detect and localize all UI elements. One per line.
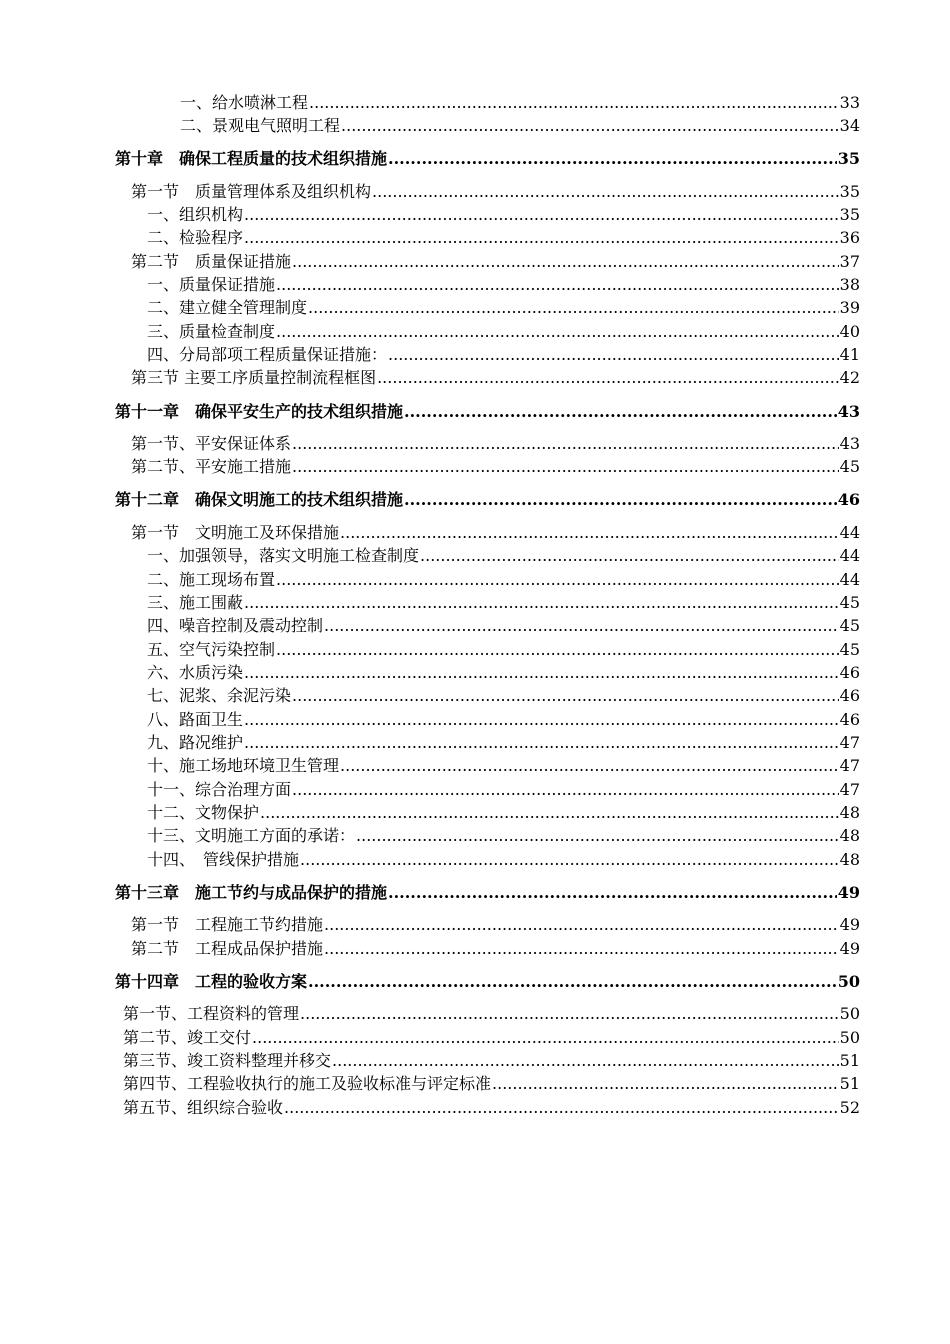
toc-leader bbox=[372, 182, 839, 202]
toc-entry-label: 四、分局部项工程质量保证措施： bbox=[147, 345, 388, 364]
toc-leader bbox=[388, 149, 837, 169]
toc-section bbox=[0, 457, 860, 477]
toc-section bbox=[0, 915, 860, 935]
toc-entry-label: 第二节、竣工交付 bbox=[123, 1028, 252, 1047]
toc-entry-page: 35 bbox=[839, 182, 860, 201]
toc-entry-label: 一、给水喷淋工程 bbox=[180, 93, 309, 112]
toc-section bbox=[0, 434, 860, 454]
toc-leader bbox=[244, 733, 839, 753]
toc-chapter bbox=[0, 490, 860, 510]
toc-section bbox=[0, 1028, 860, 1048]
toc-entry bbox=[0, 593, 860, 613]
toc-leader bbox=[388, 883, 837, 903]
toc-entry-page: 51 bbox=[839, 1051, 860, 1070]
toc-section bbox=[0, 1004, 860, 1024]
toc-section bbox=[0, 368, 860, 388]
toc-leader bbox=[284, 1098, 839, 1118]
toc-entry-label: 二、建立健全管理制度 bbox=[147, 298, 308, 317]
toc-entry-label: 十四、 管线保护措施 bbox=[147, 850, 300, 869]
toc-entry-page: 50 bbox=[839, 1028, 860, 1047]
toc-leader bbox=[341, 116, 839, 136]
toc-leader bbox=[300, 1004, 839, 1024]
toc-leader bbox=[292, 457, 839, 477]
toc-entry-page: 49 bbox=[837, 883, 860, 902]
toc-entry-page: 46 bbox=[839, 663, 860, 682]
toc-leader bbox=[340, 756, 839, 776]
toc-entry-label: 十一、综合治理方面 bbox=[147, 780, 292, 799]
toc-leader bbox=[324, 939, 839, 959]
toc-entry bbox=[0, 663, 860, 683]
toc-entry-label: 九、路况维护 bbox=[147, 733, 244, 752]
toc-entry-page: 52 bbox=[839, 1098, 860, 1117]
toc-entry-page: 49 bbox=[839, 939, 860, 958]
toc-entry-page: 44 bbox=[839, 546, 860, 565]
toc-leader bbox=[276, 570, 839, 590]
toc-entry-page: 39 bbox=[839, 298, 860, 317]
toc-entry-label: 一、组织机构 bbox=[147, 205, 244, 224]
toc-section bbox=[0, 939, 860, 959]
toc-entry-label: 第三节 主要工序质量控制流程框图 bbox=[131, 368, 377, 387]
toc-entry bbox=[0, 826, 860, 846]
toc-entry-page: 46 bbox=[839, 686, 860, 705]
toc-leader bbox=[340, 523, 839, 543]
toc-entry-page: 35 bbox=[837, 149, 860, 168]
toc-leader bbox=[324, 915, 839, 935]
toc-entry-page: 35 bbox=[839, 205, 860, 224]
toc-entry-page: 36 bbox=[839, 228, 860, 247]
toc-entry-label: 六、水质污染 bbox=[147, 663, 244, 682]
toc-leader bbox=[300, 850, 839, 870]
toc-leader bbox=[309, 93, 839, 113]
toc-entry bbox=[0, 733, 860, 753]
toc-entry-page: 48 bbox=[839, 826, 860, 845]
toc-entry-page: 49 bbox=[839, 915, 860, 934]
toc-leader bbox=[244, 228, 839, 248]
toc-leader bbox=[244, 593, 839, 613]
toc-entry bbox=[0, 756, 860, 776]
toc-entry-page: 34 bbox=[839, 116, 860, 135]
toc-leader bbox=[356, 826, 839, 846]
toc-entry-label: 第十一章 确保平安生产的技术组织措施 bbox=[115, 402, 404, 421]
toc-entry bbox=[0, 546, 860, 566]
toc-section bbox=[0, 1074, 860, 1094]
toc-entry-page: 45 bbox=[839, 640, 860, 659]
toc-entry-page: 47 bbox=[839, 733, 860, 752]
toc-entry bbox=[0, 205, 860, 225]
toc-entry bbox=[0, 322, 860, 342]
toc-entry bbox=[0, 686, 860, 706]
toc-entry bbox=[0, 228, 860, 248]
toc-entry bbox=[0, 116, 860, 136]
toc-entry-label: 一、质量保证措施 bbox=[147, 275, 276, 294]
toc-leader bbox=[292, 780, 839, 800]
toc-entry-page: 41 bbox=[839, 345, 860, 364]
toc-entry bbox=[0, 640, 860, 660]
toc-section bbox=[0, 1051, 860, 1071]
toc-entry-label: 五、空气污染控制 bbox=[147, 640, 276, 659]
toc-leader bbox=[308, 298, 839, 318]
toc-entry-page: 46 bbox=[837, 490, 860, 509]
toc-entry-page: 50 bbox=[839, 1004, 860, 1023]
toc-leader bbox=[276, 640, 839, 660]
toc-chapter bbox=[0, 972, 860, 992]
toc-entry-page: 44 bbox=[839, 523, 860, 542]
toc-entry-label: 三、施工围蔽 bbox=[147, 593, 244, 612]
toc-entry-page: 46 bbox=[839, 710, 860, 729]
toc-entry-label: 第十二章 确保文明施工的技术组织措施 bbox=[115, 490, 404, 509]
toc-leader bbox=[492, 1074, 839, 1094]
toc-entry-page: 42 bbox=[839, 368, 860, 387]
toc-entry bbox=[0, 616, 860, 636]
toc-leader bbox=[244, 663, 839, 683]
toc-entry bbox=[0, 803, 860, 823]
toc-entry-page: 40 bbox=[839, 322, 860, 341]
toc-leader bbox=[388, 345, 839, 365]
toc-leader bbox=[244, 710, 839, 730]
toc-entry-page: 45 bbox=[839, 593, 860, 612]
toc-entry-label: 第一节 质量管理体系及组织机构 bbox=[131, 182, 372, 201]
toc-chapter bbox=[0, 883, 860, 903]
toc-entry-label: 第十四章 工程的验收方案 bbox=[115, 972, 308, 991]
toc-entry-label: 十、施工场地环境卫生管理 bbox=[147, 756, 340, 775]
toc-entry-page: 43 bbox=[837, 402, 860, 421]
toc-entry-label: 第十三章 施工节约与成品保护的措施 bbox=[115, 883, 388, 902]
toc-entry-label: 七、泥浆、余泥污染 bbox=[147, 686, 292, 705]
toc-entry-page: 47 bbox=[839, 756, 860, 775]
toc-entry-page: 44 bbox=[839, 570, 860, 589]
toc-entry-page: 33 bbox=[839, 93, 860, 112]
toc-entry-label: 一、加强领导，落实文明施工检查制度 bbox=[147, 546, 420, 565]
toc-entry-label: 二、景观电气照明工程 bbox=[180, 116, 341, 135]
toc-leader bbox=[244, 205, 839, 225]
toc-entry-label: 第一节、工程资料的管理 bbox=[123, 1004, 300, 1023]
toc-entry-label: 第四节、工程验收执行的施工及验收标准与评定标准 bbox=[123, 1074, 492, 1093]
toc-section bbox=[0, 252, 860, 272]
toc-entry bbox=[0, 93, 860, 113]
toc-entry-label: 二、检验程序 bbox=[147, 228, 244, 247]
toc-entry bbox=[0, 780, 860, 800]
toc-entry bbox=[0, 570, 860, 590]
toc-entry-page: 47 bbox=[839, 780, 860, 799]
toc-entry-label: 第一节 文明施工及环保措施 bbox=[131, 523, 340, 542]
toc-section bbox=[0, 523, 860, 543]
toc-entry bbox=[0, 710, 860, 730]
toc-leader bbox=[404, 402, 837, 422]
toc-chapter bbox=[0, 402, 860, 422]
toc-section bbox=[0, 182, 860, 202]
toc-entry-page: 45 bbox=[839, 616, 860, 635]
toc-leader bbox=[260, 803, 839, 823]
toc-entry-page: 45 bbox=[839, 457, 860, 476]
toc-entry-page: 50 bbox=[837, 972, 860, 991]
toc-entry bbox=[0, 298, 860, 318]
toc-entry-label: 第二节 工程成品保护措施 bbox=[131, 939, 324, 958]
toc-entry-label: 第十章 确保工程质量的技术组织措施 bbox=[115, 149, 388, 168]
toc-entry bbox=[0, 345, 860, 365]
toc-chapter bbox=[0, 149, 860, 169]
toc-entry-label: 第二节 质量保证措施 bbox=[131, 252, 292, 271]
toc-leader bbox=[252, 1028, 839, 1048]
toc-entry-label: 八、路面卫生 bbox=[147, 710, 244, 729]
toc-leader bbox=[332, 1051, 839, 1071]
toc-entry-label: 第二节、平安施工措施 bbox=[131, 457, 292, 476]
toc-leader bbox=[308, 972, 837, 992]
toc-leader bbox=[292, 686, 839, 706]
toc-leader bbox=[276, 322, 839, 342]
toc-entry-label: 十二、文物保护 bbox=[147, 803, 260, 822]
toc-entry-label: 第五节、组织综合验收 bbox=[123, 1098, 284, 1117]
toc-entry-label: 十三、文明施工方面的承诺： bbox=[147, 826, 356, 845]
toc-entry-page: 48 bbox=[839, 803, 860, 822]
toc-entry-page: 48 bbox=[839, 850, 860, 869]
toc-entry-page: 51 bbox=[839, 1074, 860, 1093]
toc-entry-page: 37 bbox=[839, 252, 860, 271]
toc-entry-label: 第一节 工程施工节约措施 bbox=[131, 915, 324, 934]
toc-leader bbox=[377, 368, 839, 388]
toc-entry-label: 四、噪音控制及震动控制 bbox=[147, 616, 324, 635]
toc-section bbox=[0, 1098, 860, 1118]
toc-entry bbox=[0, 275, 860, 295]
toc-leader bbox=[324, 616, 839, 636]
toc-leader bbox=[276, 275, 839, 295]
toc-entry-page: 38 bbox=[839, 275, 860, 294]
toc-leader bbox=[292, 434, 839, 454]
toc-leader bbox=[404, 490, 837, 510]
toc-entry-label: 三、质量检查制度 bbox=[147, 322, 276, 341]
toc-entry-label: 第三节、竣工资料整理并移交 bbox=[123, 1051, 332, 1070]
toc-entry-label: 二、施工现场布置 bbox=[147, 570, 276, 589]
toc-leader bbox=[292, 252, 839, 272]
toc-leader bbox=[420, 546, 839, 566]
toc-entry bbox=[0, 850, 860, 870]
toc-entry-label: 第一节、平安保证体系 bbox=[131, 434, 292, 453]
toc-entry-page: 43 bbox=[839, 434, 860, 453]
